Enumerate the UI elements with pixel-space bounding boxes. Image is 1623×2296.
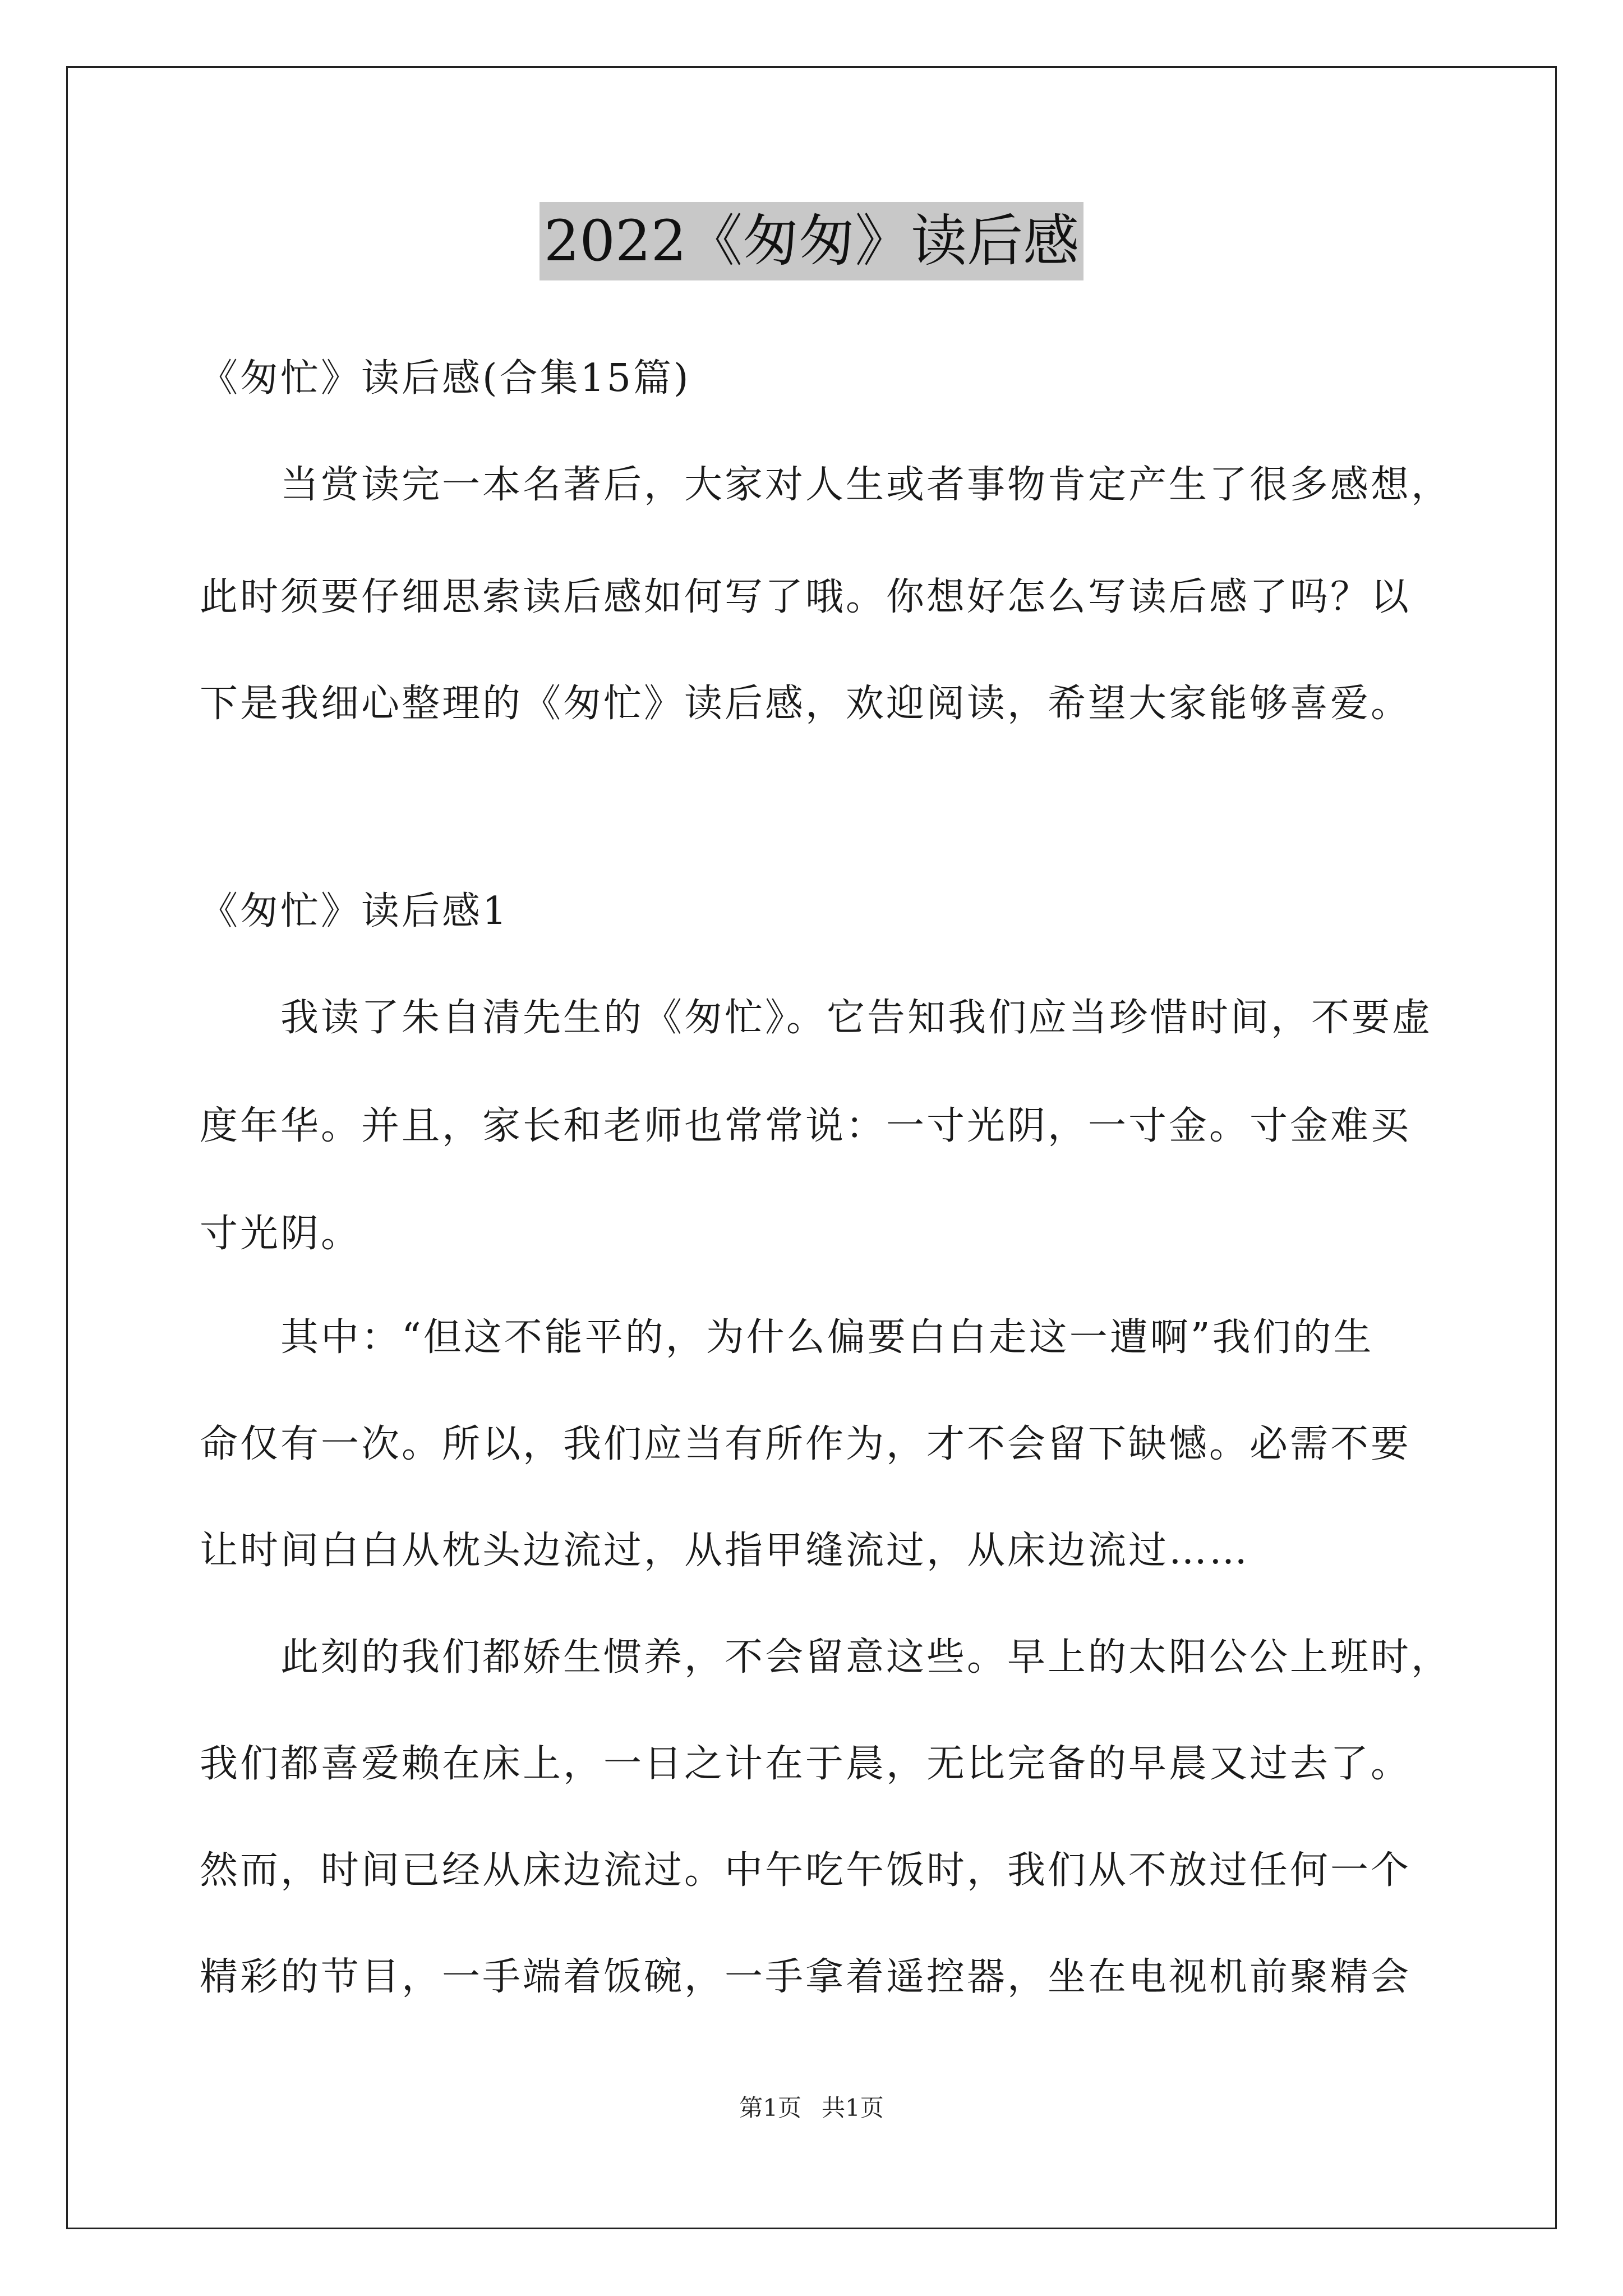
page-number: 第1页 <box>739 2094 801 2122</box>
intro-line-2: 此时须要仔细思索读后感如何写了哦。你想好怎么写读后感了吗？以 <box>200 575 1412 619</box>
body-line-5: 命仅有一次。所以，我们应当有所作为，才不会留下缺憾。必需不要 <box>200 1422 1412 1466</box>
page-total: 共1页 <box>822 2094 884 2122</box>
title-container <box>0 202 1623 280</box>
intro-line-1: 当赏读完一本名著后，大家对人生或者事物肯定产生了很多感想， <box>280 463 1452 507</box>
body-line-2: 度年华。并且，家长和老师也常常说：一寸光阴，一寸金。寸金难买 <box>200 1104 1412 1148</box>
document-title: 2022《匆匆》读后感 <box>540 202 1084 280</box>
body-line-10: 精彩的节目，一手端着饭碗，一手拿着遥控器，坐在电视机前聚精会 <box>200 1955 1412 1999</box>
intro-line-3: 下是我细心整理的《匆忙》读后感，欢迎阅读，希望大家能够喜爱。 <box>200 682 1412 726</box>
subtitle: 《匆忙》读后感(合集15篇) <box>200 356 691 401</box>
body-line-1: 我读了朱自清先生的《匆忙》。它告知我们应当珍惜时间，不要虚 <box>280 996 1433 1040</box>
body-line-7: 此刻的我们都娇生惯养，不会留意这些。早上的太阳公公上班时， <box>280 1635 1452 1680</box>
body-line-3: 寸光阴。 <box>200 1212 362 1256</box>
body-line-6: 让时间白白从枕头边流过，从指甲缝流过，从床边流过…… <box>200 1529 1250 1573</box>
section-heading: 《匆忙》读后感1 <box>200 889 509 933</box>
page-footer <box>0 2091 1623 2125</box>
body-line-8: 我们都喜爱赖在床上，一日之计在于晨，无比完备的早晨又过去了。 <box>200 1742 1412 1786</box>
body-line-9: 然而，时间已经从床边流过。中午吃午饭时，我们从不放过任何一个 <box>200 1848 1412 1893</box>
body-line-4: 其中：“但这不能平的，为什么偏要白白走这一遭啊”我们的生 <box>280 1315 1374 1360</box>
